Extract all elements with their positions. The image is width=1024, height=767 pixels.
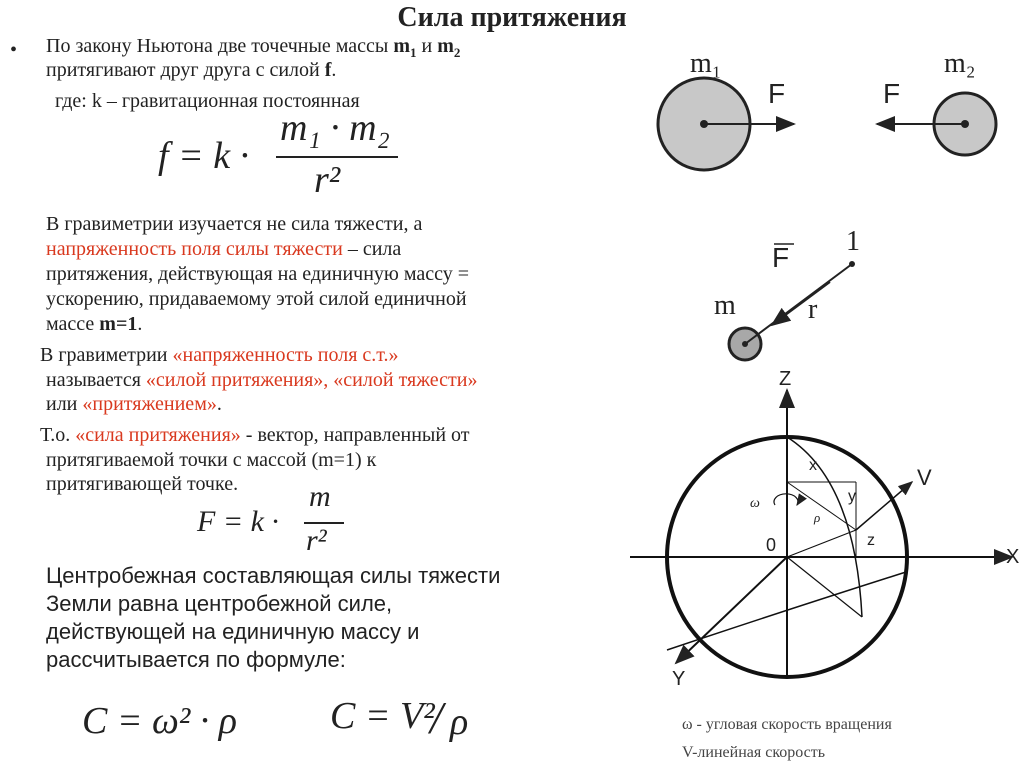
projection-line: [787, 557, 862, 617]
highlight: «притяжением»: [82, 393, 217, 415]
p2-line3: притяжения, действующая на единичную массу =: [46, 263, 470, 285]
radius-vector: [787, 530, 856, 557]
label-rho: ρ: [814, 510, 821, 525]
point-1: [849, 261, 855, 267]
label-point-1: 1: [846, 226, 860, 257]
p2-line1: В гравиметрии изучается не сила тяжести, а: [46, 213, 423, 235]
p5-line3: действующей на единичную массу и: [46, 619, 420, 644]
label-Z: Z: [779, 368, 792, 390]
text: и: [416, 35, 438, 57]
formula3: C = ω² · ρ: [82, 700, 237, 742]
text: массе: [46, 313, 100, 335]
label-F-vector: F: [772, 242, 790, 273]
unit-mass: m=1: [99, 313, 138, 335]
highlight: напряженность поля силы тяжести: [46, 238, 343, 260]
p2-line4: ускорению, придаваемому этой силой единичной: [46, 288, 467, 310]
radius-line: [745, 264, 852, 344]
label-r: r: [808, 294, 818, 325]
label-Y: Y: [672, 668, 686, 690]
label-omega: ω: [750, 496, 760, 511]
rho-line: [787, 482, 856, 530]
p4-line3: притягивающей точке.: [46, 473, 239, 495]
formula4-slash: /: [430, 692, 443, 743]
gravitational-constant-note: где: k – гравитационная постоянная: [55, 90, 360, 112]
formula1-numerator: m₁ · m₂: [280, 107, 390, 149]
text: Т.о.: [40, 424, 76, 446]
page-title: Сила притяжения: [397, 2, 627, 33]
p5-line2: Земли равна центробежной силе,: [46, 591, 393, 616]
formula1-denominator: r²: [314, 159, 341, 201]
label-origin: 0: [766, 535, 777, 555]
bullet: •: [10, 39, 18, 61]
text: В гравиметрии: [40, 344, 173, 366]
p4-line2: притягиваемой точки с массой (m=1) к: [46, 449, 377, 471]
label-V: V: [917, 465, 932, 490]
label-y: y: [848, 488, 856, 505]
p5-line1: Центробежная составляющая силы тяжести: [46, 563, 501, 588]
text: .: [216, 393, 222, 415]
text: или: [46, 393, 83, 415]
y-axis: [676, 557, 787, 663]
caption-linear-velocity: V-линейная скорость: [682, 744, 826, 761]
label-z: z: [867, 532, 875, 549]
m1: $m_1$: [393, 35, 417, 60]
label-x: x: [809, 457, 817, 474]
formula2-numerator: m: [309, 480, 331, 513]
text: .: [137, 313, 143, 335]
force-vector-arrow: [772, 282, 830, 325]
m2: $m_2$: [437, 35, 461, 60]
label-F-right: F: [768, 78, 786, 109]
text: .: [331, 59, 337, 81]
formula2-lhs: F = k ·: [197, 505, 279, 538]
label-X: X: [1006, 546, 1020, 568]
label-m: m: [714, 290, 736, 321]
highlight: «напряженность поля с.т.»: [172, 344, 399, 366]
formula4-lhs: C = V²: [330, 695, 435, 737]
force-symbol: f: [324, 59, 332, 81]
text: - вектор, направленный от: [240, 424, 470, 446]
label-F-left: F: [883, 78, 901, 109]
formula2-denominator: r²: [306, 524, 327, 557]
formula4-rhs: ρ: [450, 701, 469, 743]
caption-angular-velocity: ω - угловая скорость вращения: [682, 716, 892, 733]
highlight: «сила притяжения»: [75, 424, 241, 446]
text: притягивают друг друга с силой: [46, 59, 325, 81]
label-m2: m₂: [944, 48, 976, 79]
highlight: «силой притяжения», «силой тяжести»: [145, 369, 478, 391]
p5-line4: рассчитывается по формуле:: [46, 647, 346, 672]
text: – сила: [342, 238, 402, 260]
label-m1: m₁: [690, 48, 722, 79]
text: называется: [46, 369, 146, 391]
formula1-lhs: f = k ·: [158, 135, 250, 177]
text: По закону Ньютона две точечные массы: [46, 35, 394, 57]
